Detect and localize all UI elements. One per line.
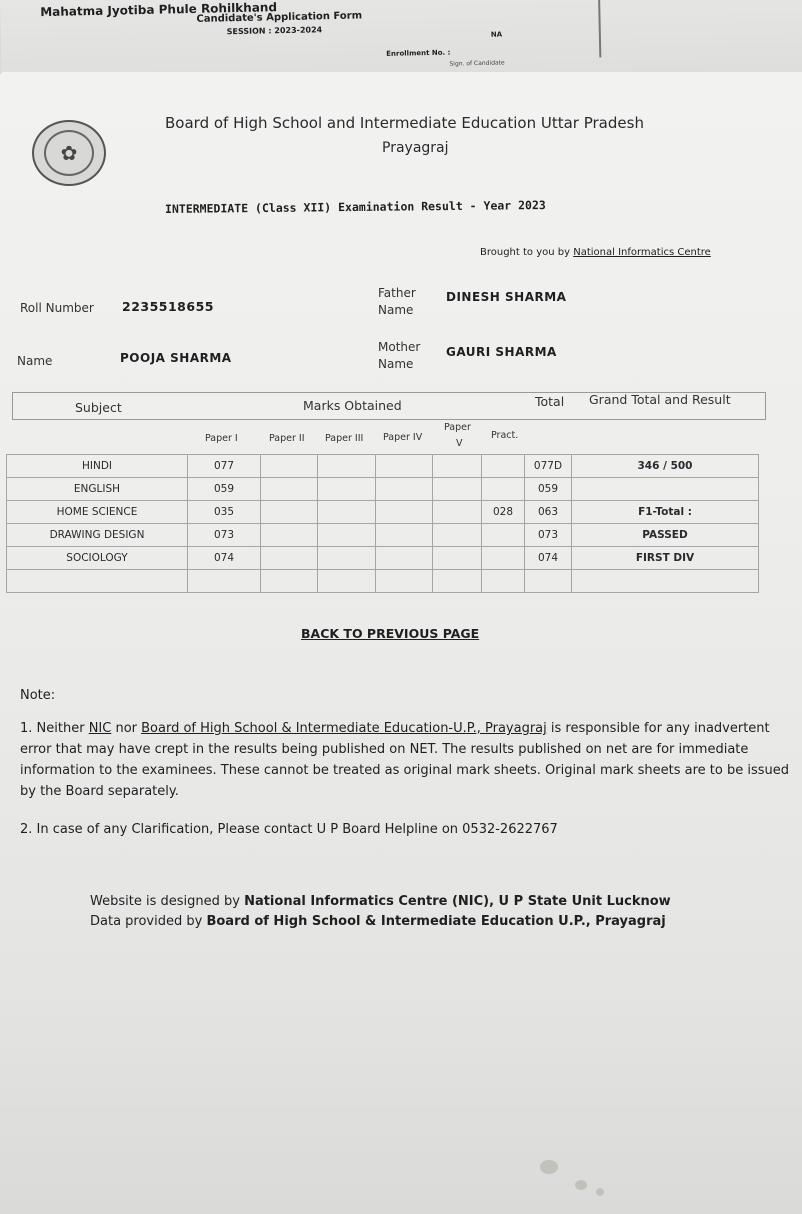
board-name: Board of High School and Intermediate Education Uttar Pradesh: [165, 114, 644, 132]
grand-total-cell: F1-Total :: [572, 501, 759, 524]
father-label-2: Name: [378, 303, 414, 317]
paper4-cell: [376, 501, 433, 524]
total-cell: 074: [525, 547, 572, 570]
roll-number-value: 2235518655: [122, 299, 214, 314]
father-label-1: Father: [378, 286, 416, 300]
col-paper-5-a: Paper: [444, 422, 471, 433]
practical-cell: [482, 524, 525, 547]
paper3-cell: [318, 478, 376, 501]
total-cell: [525, 570, 572, 593]
paper5-cell: [433, 501, 482, 524]
paper2-cell: [261, 547, 318, 570]
practical-cell: [482, 478, 525, 501]
mother-label-1: Mother: [378, 340, 421, 354]
brought-by: [480, 247, 711, 258]
col-grand-total: Grand Total and Result: [589, 392, 731, 407]
paper2-cell: [261, 570, 318, 593]
paper1-cell: [188, 570, 261, 593]
application-session: SESSION : 2023-2024: [226, 25, 323, 37]
note-2: 2. In case of any Clarification, Please contact U P Board Helpline on 0532-2622767: [20, 822, 558, 837]
paper1-cell: 035: [188, 501, 261, 524]
col-total: Total: [535, 394, 565, 409]
subject-cell: SOCIOLOGY: [7, 547, 188, 570]
paper-stain: [596, 1188, 604, 1196]
col-subject: Subject: [75, 400, 122, 415]
application-form-title: Candidate's Application Form: [196, 10, 363, 25]
exam-title: INTERMEDIATE (Class XII) Examination Result - Year 2023: [164, 198, 546, 216]
col-paper-2: Paper II: [269, 433, 305, 444]
paper1-cell: 077: [188, 455, 261, 478]
subject-cell: [7, 570, 188, 593]
paper1-cell: 073: [188, 524, 261, 547]
back-to-previous-page-link[interactable]: BACK TO PREVIOUS PAGE: [301, 626, 480, 641]
roll-number-label: Roll Number: [20, 301, 94, 315]
note-1: [20, 718, 800, 802]
col-paper-5-b: V: [456, 438, 463, 449]
col-paper-4: Paper IV: [383, 432, 423, 443]
paper2-cell: [261, 501, 318, 524]
col-paper-3: Paper III: [325, 433, 364, 444]
practical-cell: [482, 455, 525, 478]
enrollment-label: Enrollment No. :: [386, 48, 451, 58]
paper5-cell: [433, 547, 482, 570]
result-sheet: [0, 72, 802, 1214]
paper1-cell: 074: [188, 547, 261, 570]
grand-total-cell: PASSED: [572, 524, 759, 547]
note-1-a: 1. Neither: [20, 721, 89, 736]
emblem-icon: ✿: [44, 130, 94, 176]
table-row: [7, 478, 759, 501]
grand-total-cell: 346 / 500: [572, 455, 759, 478]
footer-line-2-b: Board of High School & Intermediate Education U.P., Prayagraj: [206, 914, 666, 929]
table-row-empty: [7, 570, 759, 593]
paper3-cell: [318, 524, 376, 547]
total-cell: 073: [525, 524, 572, 547]
name-value: POOJA SHARMA: [120, 351, 232, 365]
enrollment-value: NA: [490, 30, 503, 39]
up-board-logo: [32, 120, 106, 186]
form-divider: [598, 0, 601, 57]
paper3-cell: [318, 547, 376, 570]
footer-line-1-b: National Informatics Centre (NIC), U P State Unit Lucknow: [244, 894, 671, 909]
note-1-c: is responsible for any inadvertent error that may have crept in the results being published on NET. The results published on net are for immediate information to the examinees. These cannot be treated as original mark sheets. Original mark sheets are to be issued by the Board separately.: [20, 721, 790, 799]
paper2-cell: [261, 455, 318, 478]
paper2-cell: [261, 524, 318, 547]
practical-cell: [482, 570, 525, 593]
table-row: [7, 455, 759, 478]
note-board: Board of High School & Intermediate Education-U.P., Prayagraj: [141, 721, 547, 736]
subject-cell: ENGLISH: [7, 478, 188, 501]
subject-cell: HINDI: [7, 455, 188, 478]
table-row: [7, 501, 759, 524]
practical-cell: [482, 547, 525, 570]
marks-table: [6, 454, 759, 593]
col-paper-1: Paper I: [205, 433, 238, 444]
mother-label-2: Name: [378, 357, 414, 371]
paper-stain: [575, 1180, 587, 1190]
note-1-b: nor: [111, 721, 142, 736]
paper3-cell: [318, 501, 376, 524]
father-name-value: DINESH SHARMA: [446, 290, 567, 304]
practical-cell: 028: [482, 501, 525, 524]
note-nic: NIC: [88, 721, 112, 736]
subject-cell: DRAWING DESIGN: [7, 524, 188, 547]
nic-link[interactable]: National Informatics Centre: [573, 247, 711, 258]
paper1-cell: 059: [188, 478, 261, 501]
signature-label: Sign. of Candidate: [449, 59, 505, 68]
paper2-cell: [261, 478, 318, 501]
grand-total-cell: [572, 570, 759, 593]
paper3-cell: [318, 455, 376, 478]
paper-stain: [540, 1160, 558, 1174]
board-city: Prayagraj: [382, 140, 449, 156]
mother-name-value: GAURI SHARMA: [446, 345, 557, 359]
grand-total-cell: FIRST DIV: [572, 547, 759, 570]
grand-total-cell: [572, 478, 759, 501]
note-heading: Note:: [20, 688, 56, 703]
col-marks-obtained: Marks Obtained: [303, 398, 402, 413]
paper5-cell: [433, 455, 482, 478]
total-cell: 063: [525, 501, 572, 524]
paper4-cell: [376, 547, 433, 570]
paper4-cell: [376, 570, 433, 593]
col-practical: Pract.: [491, 430, 519, 441]
total-cell: 059: [525, 478, 572, 501]
paper3-cell: [318, 570, 376, 593]
total-cell: 077D: [525, 455, 572, 478]
table-row: [7, 547, 759, 570]
table-row: [7, 524, 759, 547]
paper5-cell: [433, 524, 482, 547]
paper4-cell: [376, 478, 433, 501]
paper4-cell: [376, 524, 433, 547]
brought-by-prefix: Brought to you by: [480, 247, 574, 258]
application-institution: Mahatma Jyotiba Phule Rohilkhand: [40, 0, 278, 20]
footer-line-2: [90, 914, 666, 929]
paper4-cell: [376, 455, 433, 478]
paper5-cell: [433, 478, 482, 501]
footer-line-2-a: Data provided by: [90, 914, 207, 929]
subject-cell: HOME SCIENCE: [7, 501, 188, 524]
name-label: Name: [17, 354, 53, 368]
footer-line-1: [90, 894, 671, 909]
footer-line-1-a: Website is designed by: [90, 894, 245, 909]
paper5-cell: [433, 570, 482, 593]
